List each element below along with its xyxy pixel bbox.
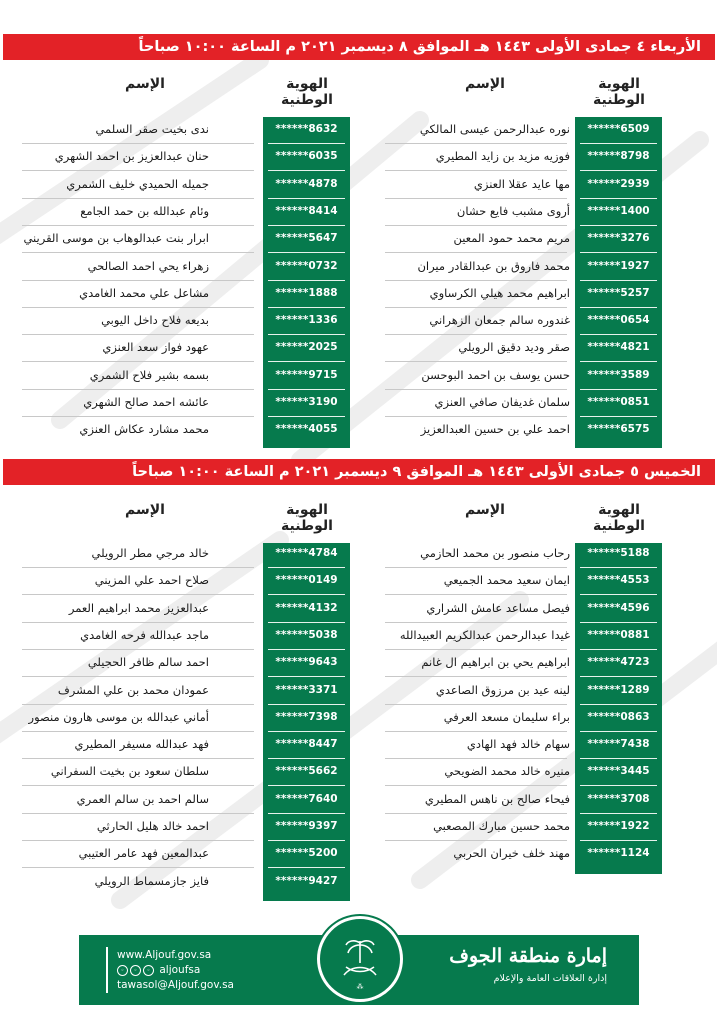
name-row-divider xyxy=(385,252,567,253)
national-id-cell: ******0149 xyxy=(275,574,338,587)
person-name-cell: احمد علي بن حسين العبدالعزيز xyxy=(420,422,570,437)
name-row-divider xyxy=(385,840,567,841)
name-row-divider xyxy=(385,731,567,732)
id-row-divider xyxy=(268,676,345,677)
name-row-divider xyxy=(385,567,567,568)
person-name-cell: فايز جازمسماط الرويلي xyxy=(94,873,209,888)
national-id-cell: ******0863 xyxy=(587,710,650,723)
name-row-divider xyxy=(385,389,567,390)
person-name-cell: مريم محمد حمود المعين xyxy=(453,231,570,246)
name-row-divider xyxy=(385,594,567,595)
id-row-divider xyxy=(268,198,345,199)
national-id-cell: ******4596 xyxy=(587,601,650,614)
person-name-cell: احمد سالم ظافر الحجيلي xyxy=(87,655,209,670)
id-row-divider xyxy=(580,361,657,362)
id-row-divider xyxy=(580,785,657,786)
id-row-divider xyxy=(580,334,657,335)
person-name-cell: جميله الحميدي خليف الشمري xyxy=(66,176,209,191)
national-id-cell: ******3371 xyxy=(275,683,338,696)
national-id-cell: ******5257 xyxy=(587,286,650,299)
person-name-cell: محمد مشارد عكاش العنزي xyxy=(79,422,209,437)
footer-divider xyxy=(106,947,108,993)
national-id-cell: ******1124 xyxy=(587,847,650,860)
name-row-divider xyxy=(22,676,254,677)
name-row-divider xyxy=(22,198,254,199)
national-id-cell: ******4132 xyxy=(275,601,338,614)
person-name-cell: مها عايد عقلا العنزي xyxy=(473,176,570,191)
palm-swords-icon xyxy=(320,919,400,999)
name-row-divider xyxy=(22,867,254,868)
day-2-left-name-header: الإسم xyxy=(125,502,165,518)
id-row-divider xyxy=(268,361,345,362)
id-row-divider xyxy=(268,594,345,595)
id-row-divider xyxy=(268,649,345,650)
person-name-cell: فوزيه مزيد بن زايد المطيري xyxy=(435,149,570,164)
national-id-cell: ******1289 xyxy=(587,683,650,696)
day-1-left-id-header: الهوية الوطنية xyxy=(281,76,333,108)
person-name-cell: عبدالعزيز محمد ابراهيم العمر xyxy=(68,600,209,615)
id-row-divider xyxy=(268,813,345,814)
name-row-divider xyxy=(22,594,254,595)
person-name-cell: نوره عبدالرحمن عيسى المالكي xyxy=(419,122,570,136)
national-id-cell: ******6035 xyxy=(275,150,338,163)
id-row-divider xyxy=(268,280,345,281)
name-row-divider xyxy=(385,785,567,786)
national-id-cell: ******0851 xyxy=(587,396,650,408)
name-row-divider xyxy=(22,334,254,335)
person-name-cell: عائشه احمد صالح الشهري xyxy=(83,395,209,409)
id-row-divider xyxy=(268,143,345,144)
id-row-divider xyxy=(268,416,345,417)
person-name-cell: براء سليمان مسعد العرفي xyxy=(443,709,570,724)
person-name-cell: ايمان سعيد محمد الجميعي xyxy=(443,573,570,588)
national-id-cell: ******4723 xyxy=(587,656,650,669)
person-name-cell: عبدالمعين فهد عامر العتيبي xyxy=(78,846,209,861)
id-row-divider xyxy=(268,252,345,253)
day-2-right-name-header: الإسم xyxy=(465,502,505,518)
id-row-divider xyxy=(580,252,657,253)
name-row-divider xyxy=(22,143,254,144)
id-row-divider xyxy=(580,307,657,308)
national-id-cell: ******0881 xyxy=(587,628,650,641)
person-name-cell: رحاب منصور بن محمد الحازمي xyxy=(420,546,570,560)
national-id-cell: ******1336 xyxy=(275,314,338,327)
id-row-divider xyxy=(268,225,345,226)
name-row-divider xyxy=(385,622,567,623)
name-row-divider xyxy=(22,170,254,171)
id-row-divider xyxy=(268,785,345,786)
person-name-cell: سالم احمد بن سالم العمري xyxy=(76,791,209,806)
person-name-cell: بسمه بشير فلاح الشمري xyxy=(89,367,209,382)
day-1-right-id-header: الهوية الوطنية xyxy=(593,76,645,108)
national-id-cell: ******6509 xyxy=(587,123,650,135)
name-row-divider xyxy=(22,622,254,623)
national-id-cell: ******9715 xyxy=(275,368,338,381)
national-id-cell: ******1922 xyxy=(587,820,650,832)
person-name-cell: حسن يوسف بن احمد البوحسن xyxy=(421,367,570,382)
national-id-cell: ******4878 xyxy=(275,177,338,190)
name-row-divider xyxy=(385,307,567,308)
national-id-cell: ******5200 xyxy=(275,847,338,860)
id-row-divider xyxy=(580,649,657,650)
id-row-divider xyxy=(580,567,657,568)
national-id-cell: ******7398 xyxy=(275,710,338,723)
id-row-divider xyxy=(268,334,345,335)
person-name-cell: ماجد عبدالله فرحه الغامدي xyxy=(80,627,209,642)
name-row-divider xyxy=(22,252,254,253)
name-row-divider xyxy=(22,758,254,759)
national-id-cell: ******9643 xyxy=(275,656,338,669)
national-id-cell: ******1927 xyxy=(587,259,650,272)
brand-title: إمارة منطقة الجوف xyxy=(449,945,607,967)
id-row-divider xyxy=(580,225,657,226)
id-row-divider xyxy=(580,280,657,281)
national-id-cell: ******0654 xyxy=(587,314,650,327)
twitter-icon[interactable]: ◦ xyxy=(143,965,154,976)
id-row-divider xyxy=(268,731,345,732)
national-id-cell: ******0732 xyxy=(275,259,338,272)
national-id-cell: ******5647 xyxy=(275,232,338,245)
person-name-cell: ندى بخيت صقر السلمي xyxy=(95,122,209,136)
person-name-cell: عهود فواز سعد العنزي xyxy=(102,340,209,355)
day-2-right-id-header: الهوية الوطنية xyxy=(593,502,645,534)
day-2-banner: الخميس ٥ جمادى الأولى ١٤٤٣ هـ الموافق ٩ ديسمبر ٢٠٢١ م الساعة ١٠:٠٠ صباحاً xyxy=(3,459,715,485)
person-name-cell: سلطان سعود بن بخيت السفراني xyxy=(50,764,209,779)
person-name-cell: ابراهيم يحي بن ابراهيم ال غانم xyxy=(421,655,570,670)
name-row-divider xyxy=(385,225,567,226)
name-row-divider xyxy=(385,334,567,335)
name-row-divider xyxy=(385,758,567,759)
national-id-cell: ******4784 xyxy=(275,547,338,559)
id-row-divider xyxy=(268,170,345,171)
name-row-divider xyxy=(385,704,567,705)
national-id-cell: ******6575 xyxy=(587,423,650,436)
id-row-divider xyxy=(580,622,657,623)
name-row-divider xyxy=(22,567,254,568)
id-row-divider xyxy=(580,840,657,841)
name-row-divider xyxy=(22,785,254,786)
name-row-divider xyxy=(385,361,567,362)
person-name-cell: مهند خلف خيران الحربي xyxy=(453,846,570,861)
website-link[interactable]: www.Aljouf.gov.sa xyxy=(117,949,212,961)
id-row-divider xyxy=(580,143,657,144)
person-name-cell: فهد عبدالله مسيفر المطيري xyxy=(74,737,209,752)
id-row-divider xyxy=(268,389,345,390)
id-row-divider xyxy=(268,867,345,868)
name-row-divider xyxy=(22,389,254,390)
national-id-cell: ******5188 xyxy=(587,547,650,559)
name-row-divider xyxy=(22,225,254,226)
id-row-divider xyxy=(580,170,657,171)
day-1-banner: الأربعاء ٤ جمادى الأولى ١٤٤٣ هـ الموافق ٨ ديسمبر ٢٠٢١ م الساعة ١٠:٠٠ صباحاً xyxy=(3,34,715,60)
id-row-divider xyxy=(580,758,657,759)
id-row-divider xyxy=(268,704,345,705)
person-name-cell: محمد حسين مبارك المصعبي xyxy=(433,819,570,833)
instagram-icon[interactable]: ◦ xyxy=(130,965,141,976)
id-row-divider xyxy=(580,198,657,199)
national-id-cell: ******9427 xyxy=(275,874,338,887)
day-1-right-name-header: الإسم xyxy=(465,76,505,92)
name-row-divider xyxy=(22,840,254,841)
person-name-cell: خالد مرجي مطر الرويلي xyxy=(91,546,209,560)
person-name-cell: سلمان غديفان صافي العنزي xyxy=(434,395,570,409)
day-1-right-id-column xyxy=(575,117,662,448)
social-handle[interactable]: aljoufsa xyxy=(159,964,201,976)
person-name-cell: أماني عبدالله بن موسى هارون منصور xyxy=(28,709,209,724)
name-row-divider xyxy=(385,649,567,650)
national-id-cell: ******4055 xyxy=(275,423,338,436)
person-name-cell: فيصل مساعد عامش الشراري xyxy=(426,600,570,615)
person-name-cell: صقر وديد دقيق الرويلي xyxy=(458,340,570,355)
person-name-cell: مشاعل علي محمد الغامدي xyxy=(79,285,209,300)
social-row xyxy=(117,963,234,978)
name-row-divider xyxy=(22,361,254,362)
national-id-cell: ******5662 xyxy=(275,765,338,778)
national-id-cell: ******3190 xyxy=(275,396,338,408)
id-row-divider xyxy=(268,307,345,308)
name-row-divider xyxy=(22,416,254,417)
id-row-divider xyxy=(580,594,657,595)
svg-text:⁂: ⁂ xyxy=(356,983,364,991)
contact-block xyxy=(117,948,234,993)
person-name-cell: احمد خالد هليل الحارثي xyxy=(96,819,209,833)
saudi-emblem-icon xyxy=(317,916,403,1002)
id-row-divider xyxy=(580,416,657,417)
day-1-left-id-column xyxy=(263,117,350,448)
national-id-cell: ******1400 xyxy=(587,204,650,217)
name-row-divider xyxy=(22,813,254,814)
national-id-cell: ******3445 xyxy=(587,765,650,778)
id-row-divider xyxy=(268,840,345,841)
person-name-cell: لينه عيد بن مرزوق الصاعدي xyxy=(435,682,570,697)
person-name-cell: محمد فاروق بن عبدالقادر ميران xyxy=(417,258,570,273)
national-id-cell: ******1888 xyxy=(275,286,338,299)
national-id-cell: ******5038 xyxy=(275,628,338,641)
national-id-cell: ******3589 xyxy=(587,368,650,381)
person-name-cell: صلاح احمد علي المزيني xyxy=(94,573,209,588)
name-row-divider xyxy=(22,704,254,705)
person-name-cell: غندوره سالم جمعان الزهراني xyxy=(429,313,570,328)
person-name-cell: ابراهيم محمد هيلي الكرساوي xyxy=(429,285,570,300)
national-id-cell: ******8414 xyxy=(275,204,338,217)
id-row-divider xyxy=(268,622,345,623)
national-id-cell: ******3708 xyxy=(587,792,650,805)
national-id-cell: ******7438 xyxy=(587,738,650,751)
day-2-left-id-header: الهوية الوطنية xyxy=(281,502,333,534)
person-name-cell: ابرار بنت عبدالوهاب بن موسى القريني xyxy=(23,231,209,246)
id-row-divider xyxy=(580,813,657,814)
national-id-cell: ******4821 xyxy=(587,341,650,354)
national-id-cell: ******8632 xyxy=(275,123,338,135)
id-row-divider xyxy=(580,389,657,390)
name-row-divider xyxy=(385,416,567,417)
id-row-divider xyxy=(580,731,657,732)
person-name-cell: وئام عبدالله بن حمد الجامع xyxy=(80,203,209,218)
person-name-cell: أروى مشبب فايع حشان xyxy=(456,203,570,218)
name-row-divider xyxy=(22,731,254,732)
national-id-cell: ******8447 xyxy=(275,738,338,751)
national-id-cell: ******2939 xyxy=(587,177,650,190)
id-row-divider xyxy=(580,704,657,705)
name-row-divider xyxy=(22,280,254,281)
brand-subtitle: إدارة العلاقات العامة والإعلام xyxy=(493,973,607,984)
person-name-cell: فيحاء صالح بن ناهس المطيري xyxy=(424,791,570,806)
person-name-cell: حنان عبدالعزيز بن احمد الشهري xyxy=(54,149,209,164)
name-row-divider xyxy=(22,307,254,308)
person-name-cell: زهراء يحي احمد الصالحي xyxy=(87,258,209,273)
person-name-cell: عمودان محمد بن علي المشرف xyxy=(57,682,209,697)
email-link[interactable]: tawasol@Aljouf.gov.sa xyxy=(117,979,234,991)
brand-block xyxy=(449,945,607,984)
id-row-divider xyxy=(268,758,345,759)
name-row-divider xyxy=(385,676,567,677)
name-row-divider xyxy=(385,280,567,281)
national-id-cell: ******9397 xyxy=(275,820,338,832)
person-name-cell: غيدا عبدالرحمن عبدالكريم العبيدالله xyxy=(399,627,570,642)
person-name-cell: سهام خالد فهد الهادي xyxy=(466,737,570,752)
person-name-cell: منيره خالد محمد الضويحي xyxy=(444,764,570,779)
national-id-cell: ******3276 xyxy=(587,232,650,245)
name-row-divider xyxy=(385,813,567,814)
day-1-left-name-header: الإسم xyxy=(125,76,165,92)
national-id-cell: ******2025 xyxy=(275,341,338,354)
name-row-divider xyxy=(385,143,567,144)
name-row-divider xyxy=(385,198,567,199)
national-id-cell: ******7640 xyxy=(275,792,338,805)
id-row-divider xyxy=(268,567,345,568)
day-2-left-id-column xyxy=(263,543,350,901)
id-row-divider xyxy=(580,676,657,677)
snapchat-icon[interactable]: ◦ xyxy=(117,965,128,976)
name-row-divider xyxy=(385,170,567,171)
person-name-cell: بديعه فلاح داخل اليوبي xyxy=(101,313,209,328)
day-2-right-id-column xyxy=(575,543,662,874)
national-id-cell: ******4553 xyxy=(587,574,650,587)
national-id-cell: ******8798 xyxy=(587,150,650,163)
name-row-divider xyxy=(22,649,254,650)
